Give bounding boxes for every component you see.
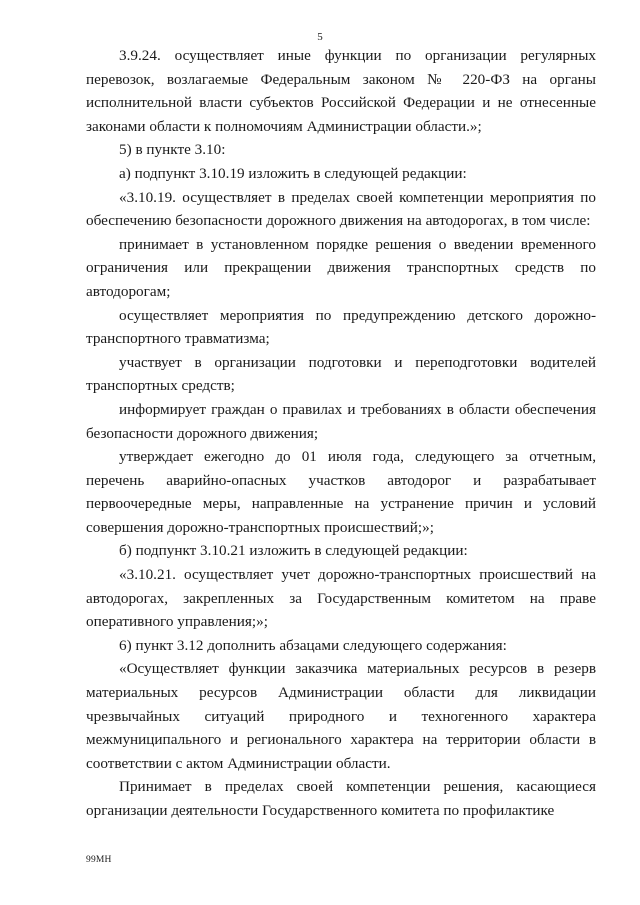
paragraph: 6) пункт 3.12 дополнить абзацами следующего содержания: — [119, 636, 507, 654]
paragraph: «Осуществляет функции заказчика материальных ресурсов в резерв материальных ресурсов Администрации области для ликвидации чрезвычайных ситуаций природного и техногенного характера межмуниципального и регионального характера на территории области в соответствии с актом Администрации области. — [86, 660, 596, 772]
paragraph: 5) в пункте 3.10: — [119, 141, 226, 159]
paragraph: Принимает в пределах своей компетенции решения, касающиеся организации деятельности Государственного комитета по профилактике — [86, 778, 596, 819]
page-number: 5 — [317, 31, 323, 43]
paragraph: «3.10.19. осуществляет в пределах своей компетенции мероприятия по обеспечению безопасности дорожного движения на автодорогах, в том числе: — [86, 188, 596, 230]
document-body — [86, 44, 596, 823]
footer-document-code: 99МН — [86, 855, 112, 865]
paragraph: осуществляет мероприятия по предупреждению детского дорожно-транспортного травматизма; — [86, 306, 596, 348]
paragraph: принимает в установленном порядке решения о введении временного ограничения или прекращении движения транспортных средств по автодорогам; — [86, 235, 596, 300]
paragraph: б) подпункт 3.10.21 изложить в следующей редакции: — [119, 542, 468, 560]
paragraph: 3.9.24. осуществляет иные функции по организации регулярных перевозок, возлагаемые Федеральным законом № 220-ФЗ на органы исполнительной власти субъектов Российской Федерации и не отнесенные законами области к полномочиям Администрации области.»; — [86, 47, 596, 135]
paragraph: утверждает ежегодно до 01 июля года, следующего за отчетным, перечень аварийно-опасных участков автодорог и разрабатывает первоочередные меры, направленные на устранение причин и условий совершения дорожно-транспортных происшествий;»; — [86, 448, 596, 536]
paragraph: участвует в организации подготовки и переподготовки водителей транспортных средств; — [86, 353, 596, 395]
paragraph: информирует граждан о правилах и требованиях в области обеспечения безопасности дорожного движения; — [86, 400, 596, 442]
paragraph: «3.10.21. осуществляет учет дорожно-транспортных происшествий на автодорогах, закрепленных за Государственным комитетом на праве оперативного управления;»; — [86, 566, 596, 631]
paragraph: а) подпункт 3.10.19 изложить в следующей редакции: — [119, 164, 467, 182]
